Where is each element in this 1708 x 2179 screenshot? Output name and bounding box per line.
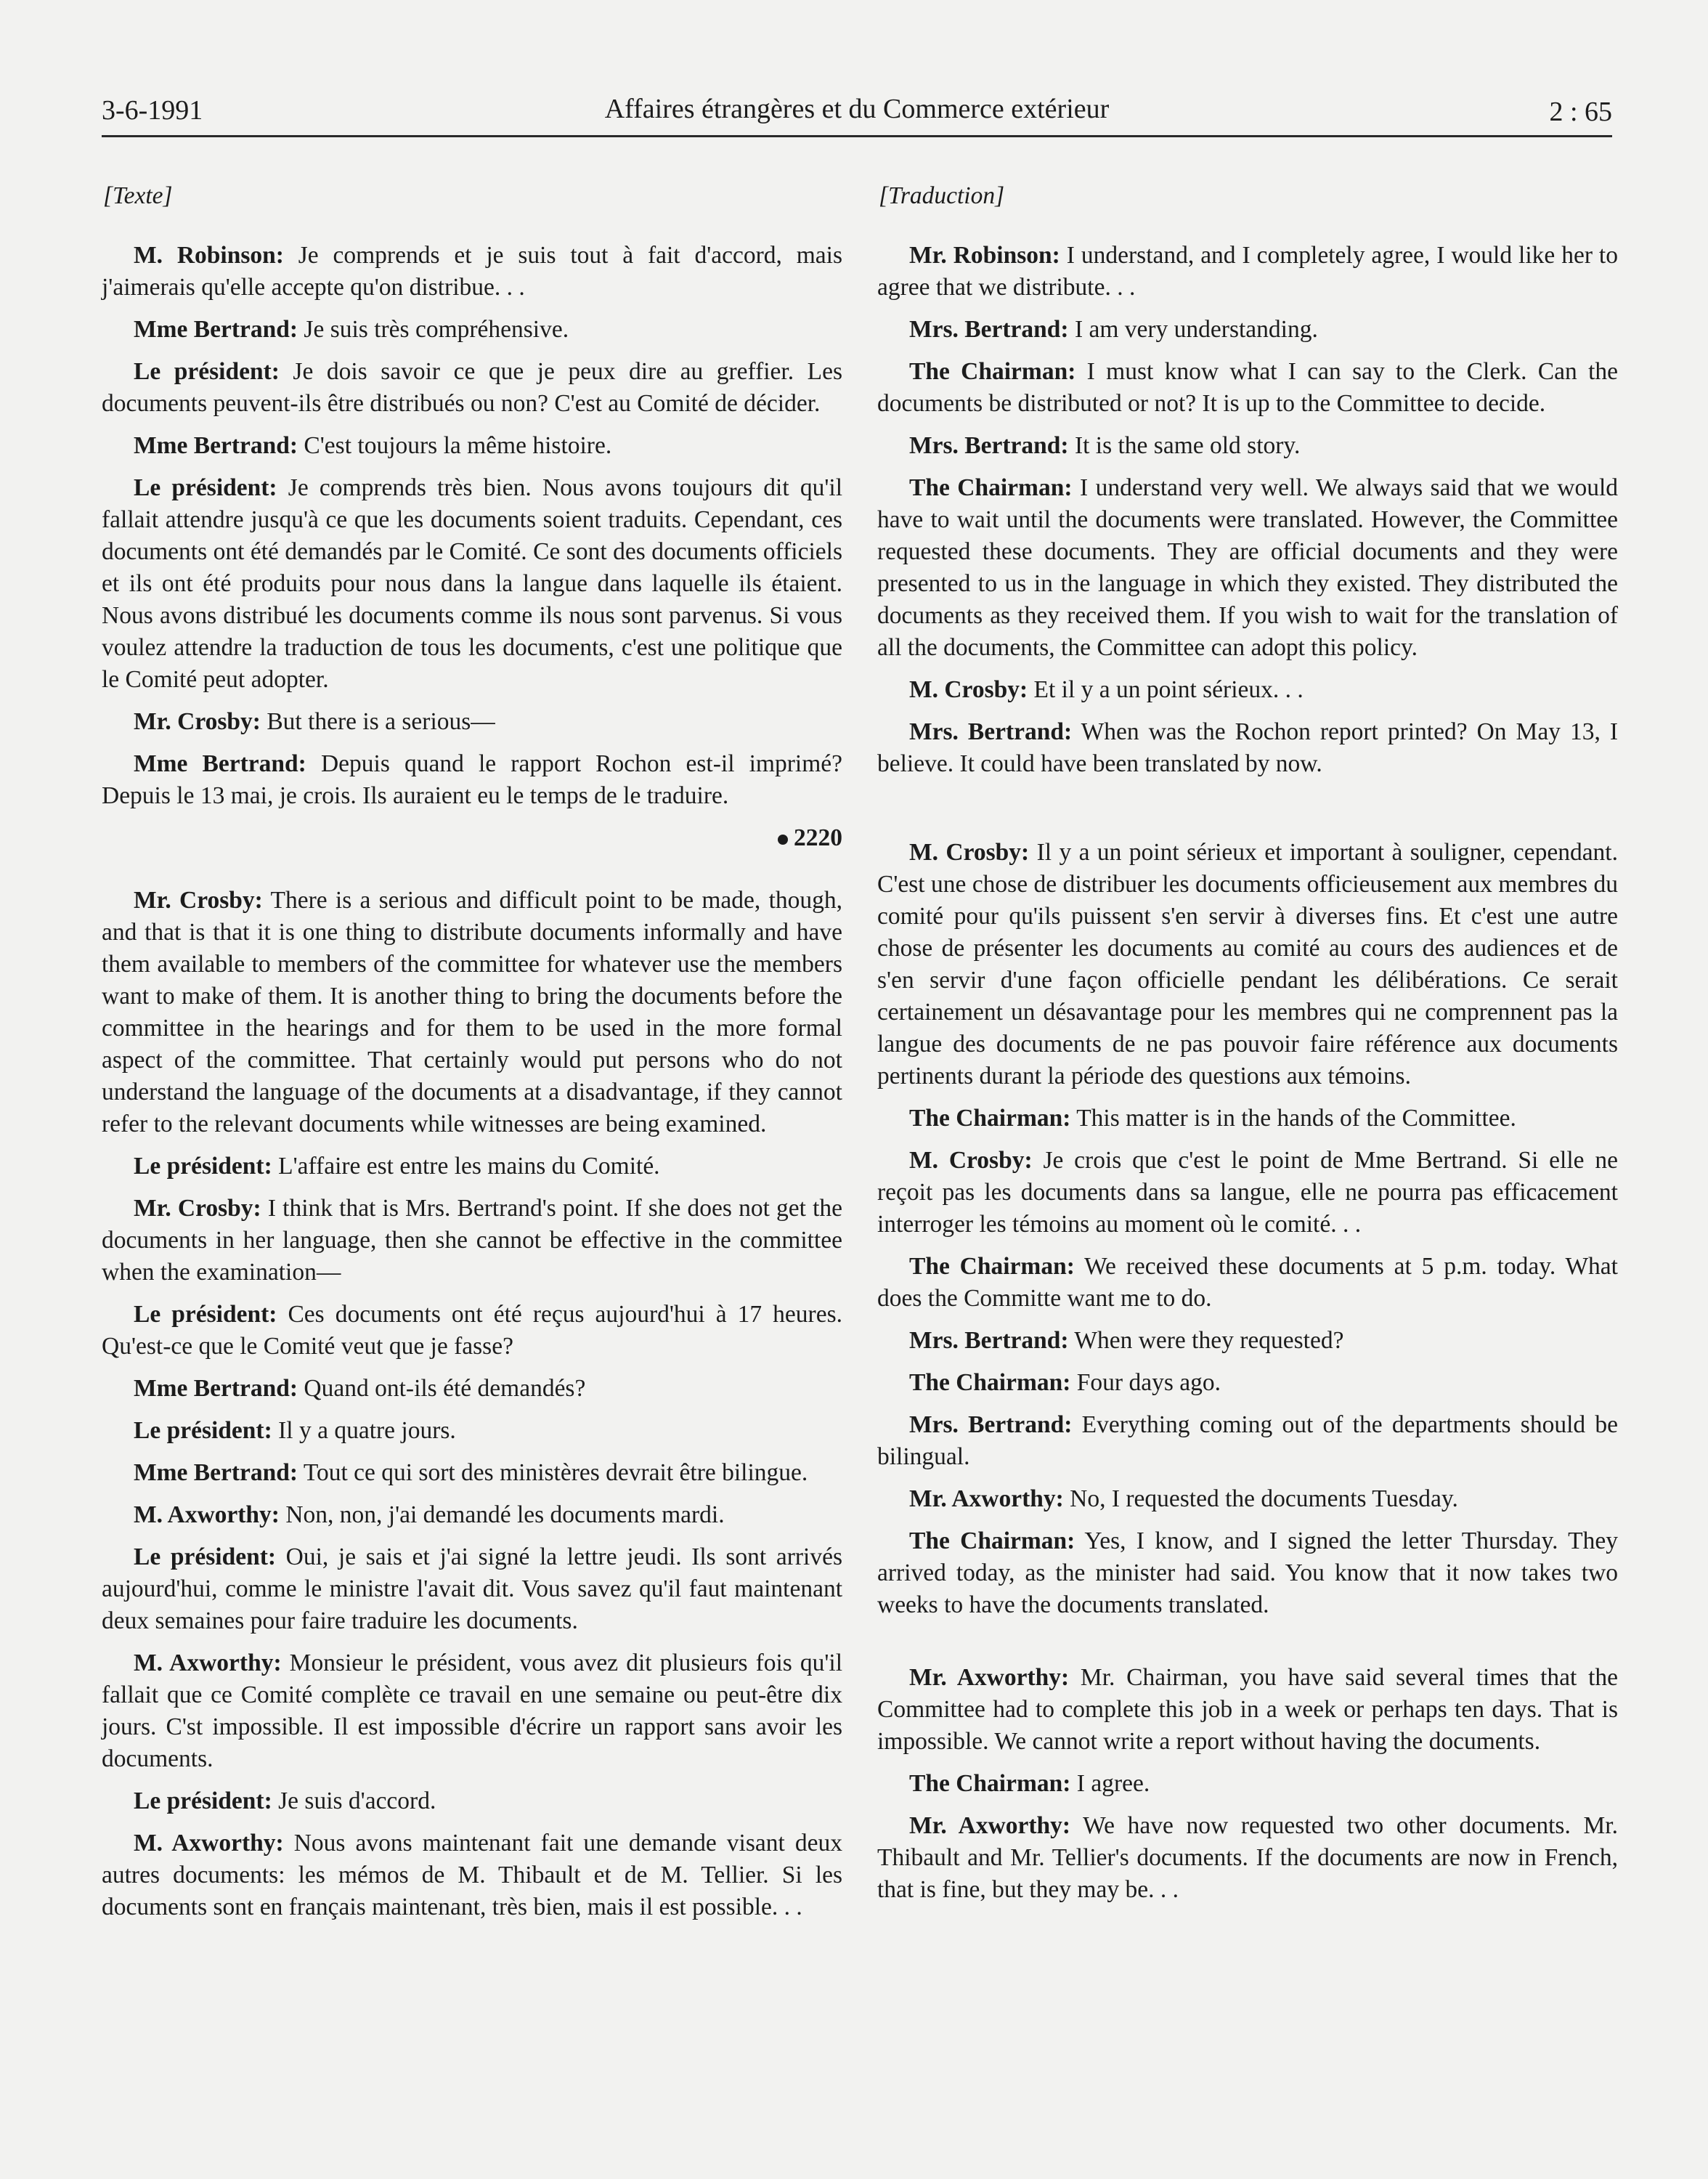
speech-text: Depuis quand le rapport Rochon est-il imprimé? Depuis le 13 mai, je crois. Ils auraient eu le temps de le traduire.: [102, 750, 843, 809]
section-label-traduction: [Traduction]: [879, 182, 1005, 209]
speech-paragraph: [102, 1499, 842, 1531]
speaker-name: Mr. Axworthy:: [909, 1812, 1071, 1839]
speech-text: This matter is in the hands of the Committee.: [1070, 1105, 1516, 1132]
header-date: 3-6-1991: [102, 95, 203, 126]
speaker-name: Mrs. Bertrand:: [909, 316, 1069, 343]
speech-paragraph: [877, 1409, 1618, 1473]
speaker-name: Mrs. Bertrand:: [909, 1327, 1069, 1354]
speaker-name: Le président:: [134, 1153, 272, 1180]
speaker-name: Mr. Axworthy:: [909, 1485, 1064, 1512]
speech-text: I must know what I can say to the Clerk. Can the documents be distributed or not? It is up to the Committee to decide.: [877, 358, 1618, 417]
speaker-name: M. Axworthy:: [134, 1830, 284, 1857]
gap: [877, 790, 1618, 837]
speech-text: Il y a un point sérieux et important à souligner, cependant. C'est une chose de distribuer les documents officieusement aux membres du comité pour qu'ils puissent s'en servir à diverses fins. Et c'est une autre chose de présenter les documents au comité au cours des audiences et de s'en servir d'une façon officielle pendant les délibérations. Ce serait certainement un désavantage pour les membres qui ne comprennent pas la langue des documents de ne pas pouvoir faire référence aux documents pertinents durant la période des questions aux témoins.: [877, 839, 1618, 1090]
speech-paragraph: [877, 674, 1618, 706]
right-column-english: [877, 166, 1618, 1916]
speaker-name: Mr. Robinson:: [909, 242, 1060, 269]
speech-paragraph: [102, 1151, 842, 1182]
speaker-name: The Chairman:: [909, 1105, 1071, 1132]
speech-paragraph: [877, 1325, 1618, 1357]
speech-paragraph: [102, 1541, 842, 1637]
speaker-name: The Chairman:: [909, 1527, 1075, 1554]
speech-text: I think that is Mrs. Bertrand's point. If she does not get the documents in her language, then she cannot be effective in the committee when the examination—: [102, 1195, 843, 1286]
speech-paragraph: [877, 1103, 1618, 1135]
speaker-name: Mrs. Bertrand:: [909, 1411, 1073, 1438]
speech-paragraph: [102, 1373, 842, 1405]
right-paragraphs-block1: [877, 240, 1618, 780]
speech-text: I understand, and I completely agree, I would like her to agree that we distribute. . .: [877, 242, 1618, 301]
speaker-name: Mme Bertrand:: [134, 1459, 298, 1486]
left-paragraphs-block1: [102, 240, 842, 812]
speech-paragraph: [877, 1525, 1618, 1621]
speech-paragraph: [102, 1193, 842, 1289]
left-paragraphs-block2: [102, 885, 842, 1923]
speaker-name: The Chairman:: [909, 1369, 1071, 1396]
speech-paragraph: [102, 356, 842, 420]
speech-paragraph: [877, 1145, 1618, 1241]
speaker-name: Le président:: [134, 1788, 272, 1814]
speech-text: I understand very well. We always said that we would have to wait until the documents were translated. However, the Committee requested these documents. They are official documents and they were presented to us in the language in which they existed. They distributed the documents as they received them. If you wish to wait for the translation of all the documents, the Committee can adopt this policy.: [877, 474, 1618, 661]
speaker-name: The Chairman:: [909, 1770, 1071, 1797]
time-marker-text: 2220: [794, 824, 842, 851]
speech-paragraph: [102, 1827, 842, 1923]
speaker-name: Mrs. Bertrand:: [909, 718, 1073, 745]
speech-text: Et il y a un point sérieux. . .: [1028, 676, 1304, 703]
speech-paragraph: [102, 1457, 842, 1489]
speech-text: Oui, je sais et j'ai signé la lettre jeudi. Ils sont arrivés aujourd'hui, comme le ministre l'avait dit. Vous savez qu'il faut maintenant deux semaines pour faire traduire les documents.: [102, 1543, 842, 1634]
speech-paragraph: [102, 240, 842, 304]
speech-text: Je crois que c'est le point de Mme Bertrand. Si elle ne reçoit pas les documents dans sa langue, elle ne pourra pas efficacement interroger les témoins au moment où le comité. . .: [877, 1147, 1618, 1238]
header-title: Affaires étrangères et du Commerce extérieur: [604, 94, 1110, 124]
speech-text: Everything coming out of the departments should be bilingual.: [877, 1411, 1618, 1470]
speech-paragraph: [877, 356, 1618, 420]
speaker-name: M. Crosby:: [909, 676, 1028, 703]
speech-text: Yes, I know, and I signed the letter Thursday. They arrived today, as the minister had said. You know that it now takes two weeks to have the documents translated.: [877, 1527, 1618, 1618]
speaker-name: Mr. Axworthy:: [909, 1664, 1070, 1691]
speech-text: There is a serious and difficult point to be made, though, and that is that it is one thing to distribute documents informally and have them available to members of the committee for whatever use the members want to make of them. It is another thing to bring the documents before the committee in the hearings and for them to be used in the more formal aspect of the committee. That certainly would put persons who do not understand the language of the documents at a disadvantage, if they cannot refer to the relevant documents while witnesses are being examined.: [102, 887, 842, 1137]
speech-text: Je suis d'accord.: [272, 1788, 436, 1814]
speaker-name: Mrs. Bertrand:: [909, 432, 1069, 459]
speech-text: Four days ago.: [1070, 1369, 1221, 1396]
speech-paragraph: [877, 1367, 1618, 1399]
speaker-name: Mr. Crosby:: [134, 708, 261, 735]
speaker-name: Mme Bertrand:: [134, 316, 298, 343]
speaker-name: The Chairman:: [909, 474, 1073, 501]
speech-text: Nous avons maintenant fait une demande visant deux autres documents: les mémos de M. Thibault et de M. Tellier. Si les documents sont en français maintenant, très bien, mais il est possible. . .: [102, 1830, 842, 1920]
speech-paragraph: [877, 1662, 1618, 1758]
speech-text: Mr. Chairman, you have said several times that the Committee had to complete this job in a week or perhaps ten days. That is impossible. We cannot write a report without having the documents.: [877, 1664, 1618, 1755]
speech-text: We received these documents at 5 p.m. today. What does the Committe want me to do.: [877, 1253, 1618, 1312]
speaker-name: The Chairman:: [909, 358, 1076, 385]
speech-paragraph: [877, 837, 1618, 1092]
speaker-name: Le président:: [134, 358, 280, 385]
speech-text: Il y a quatre jours.: [272, 1417, 456, 1444]
speaker-name: Le président:: [134, 1417, 272, 1444]
bullet-icon: [778, 835, 788, 845]
speech-paragraph: [102, 1785, 842, 1817]
time-marker: [102, 822, 842, 854]
speech-paragraph: [877, 716, 1618, 780]
speaker-name: Le président:: [134, 1543, 277, 1570]
speaker-name: M. Crosby:: [909, 839, 1030, 866]
speech-paragraph: [102, 314, 842, 346]
speech-paragraph: [102, 1415, 842, 1447]
speech-text: It is the same old story.: [1068, 432, 1301, 459]
speech-text: But there is a serious—: [260, 708, 495, 735]
speech-paragraph: [102, 885, 842, 1140]
speech-paragraph: [877, 314, 1618, 346]
speech-text: I am very understanding.: [1068, 316, 1318, 343]
speaker-name: Mme Bertrand:: [134, 750, 306, 777]
speech-paragraph: [102, 1299, 842, 1363]
speech-paragraph: [877, 1810, 1618, 1906]
speech-paragraph: [877, 1768, 1618, 1800]
speaker-name: Mme Bertrand:: [134, 432, 298, 459]
speech-text: No, I requested the documents Tuesday.: [1063, 1485, 1458, 1512]
speech-paragraph: [102, 706, 842, 738]
speech-paragraph: [877, 472, 1618, 664]
speech-text: I agree.: [1070, 1770, 1150, 1797]
speech-text: Ces documents ont été reçus aujourd'hui à 17 heures. Qu'est-ce que le Comité veut que je fasse?: [102, 1301, 842, 1360]
speech-text: Je comprends très bien. Nous avons toujours dit qu'il fallait attendre jusqu'à ce que les documents soient traduits. Cependant, ces documents ont été demandés par le Comité. Ce sont des documents officiels et ils ont été produits pour nous dans la langue dans laquelle ils étaient. Nous avons distribué les documents comme ils nous sont parvenus. Si vous voulez attendre la traduction de tous les documents, c'est une politique que le Comité peut adopter.: [102, 474, 842, 693]
speech-paragraph: [877, 1251, 1618, 1315]
page-header: [102, 86, 1612, 137]
speech-paragraph: [102, 748, 842, 812]
speaker-name: Le président:: [134, 1301, 277, 1328]
speech-paragraph: [102, 472, 842, 696]
speaker-name: M. Axworthy:: [134, 1501, 280, 1528]
right-paragraphs-block3: [877, 1662, 1618, 1906]
speech-paragraph: [877, 1483, 1618, 1515]
speech-text: Je dois savoir ce que je peux dire au greffier. Les documents peuvent-ils être distribués ou non? C'est au Comité de décider.: [102, 358, 842, 417]
speech-text: Je comprends et je suis tout à fait d'accord, mais j'aimerais qu'elle accepte qu'on distribue. . .: [102, 242, 842, 301]
speech-text: When was the Rochon report printed? On May 13, I believe. It could have been translated by now.: [877, 718, 1618, 777]
right-paragraphs-block2: [877, 837, 1618, 1621]
left-column-french: [102, 166, 842, 1933]
speech-text: Monsieur le président, vous avez dit plusieurs fois qu'il fallait que ce Comité complète ce travail en une semaine ou peut-être dix jours. C'st impossible. Il est impossible d'écrire un rapport sans avoir les documents.: [102, 1650, 843, 1772]
speech-text: L'affaire est entre les mains du Comité.: [272, 1153, 660, 1180]
speaker-name: Mr. Crosby:: [134, 1195, 261, 1222]
speech-paragraph: [877, 240, 1618, 304]
speech-text: When were they requested?: [1068, 1327, 1344, 1354]
speech-text: Tout ce qui sort des ministères devrait être bilingue.: [298, 1459, 808, 1486]
speaker-name: Mme Bertrand:: [134, 1375, 298, 1402]
speech-text: We have now requested two other documents. Mr. Thibault and Mr. Tellier's documents. If the documents are now in French, that is fine, but they may be. . .: [877, 1812, 1618, 1903]
speaker-name: Mr. Crosby:: [134, 887, 263, 914]
speech-text: Je suis très compréhensive.: [298, 316, 569, 343]
speaker-name: The Chairman:: [909, 1253, 1075, 1280]
speech-text: C'est toujours la même histoire.: [298, 432, 612, 459]
speaker-name: M. Crosby:: [909, 1147, 1033, 1174]
speaker-name: Le président:: [134, 474, 277, 501]
header-page-number: 2 : 65: [1549, 97, 1612, 127]
speech-paragraph: [877, 430, 1618, 462]
speech-text: Non, non, j'ai demandé les documents mardi.: [279, 1501, 725, 1528]
section-label-texte: [Texte]: [103, 182, 173, 209]
speech-paragraph: [102, 1647, 842, 1775]
gap: [877, 1631, 1618, 1662]
speaker-name: M. Robinson:: [134, 242, 284, 269]
speaker-name: M. Axworthy:: [134, 1650, 282, 1676]
speech-text: Quand ont-ils été demandés?: [298, 1375, 586, 1402]
speech-paragraph: [102, 430, 842, 462]
